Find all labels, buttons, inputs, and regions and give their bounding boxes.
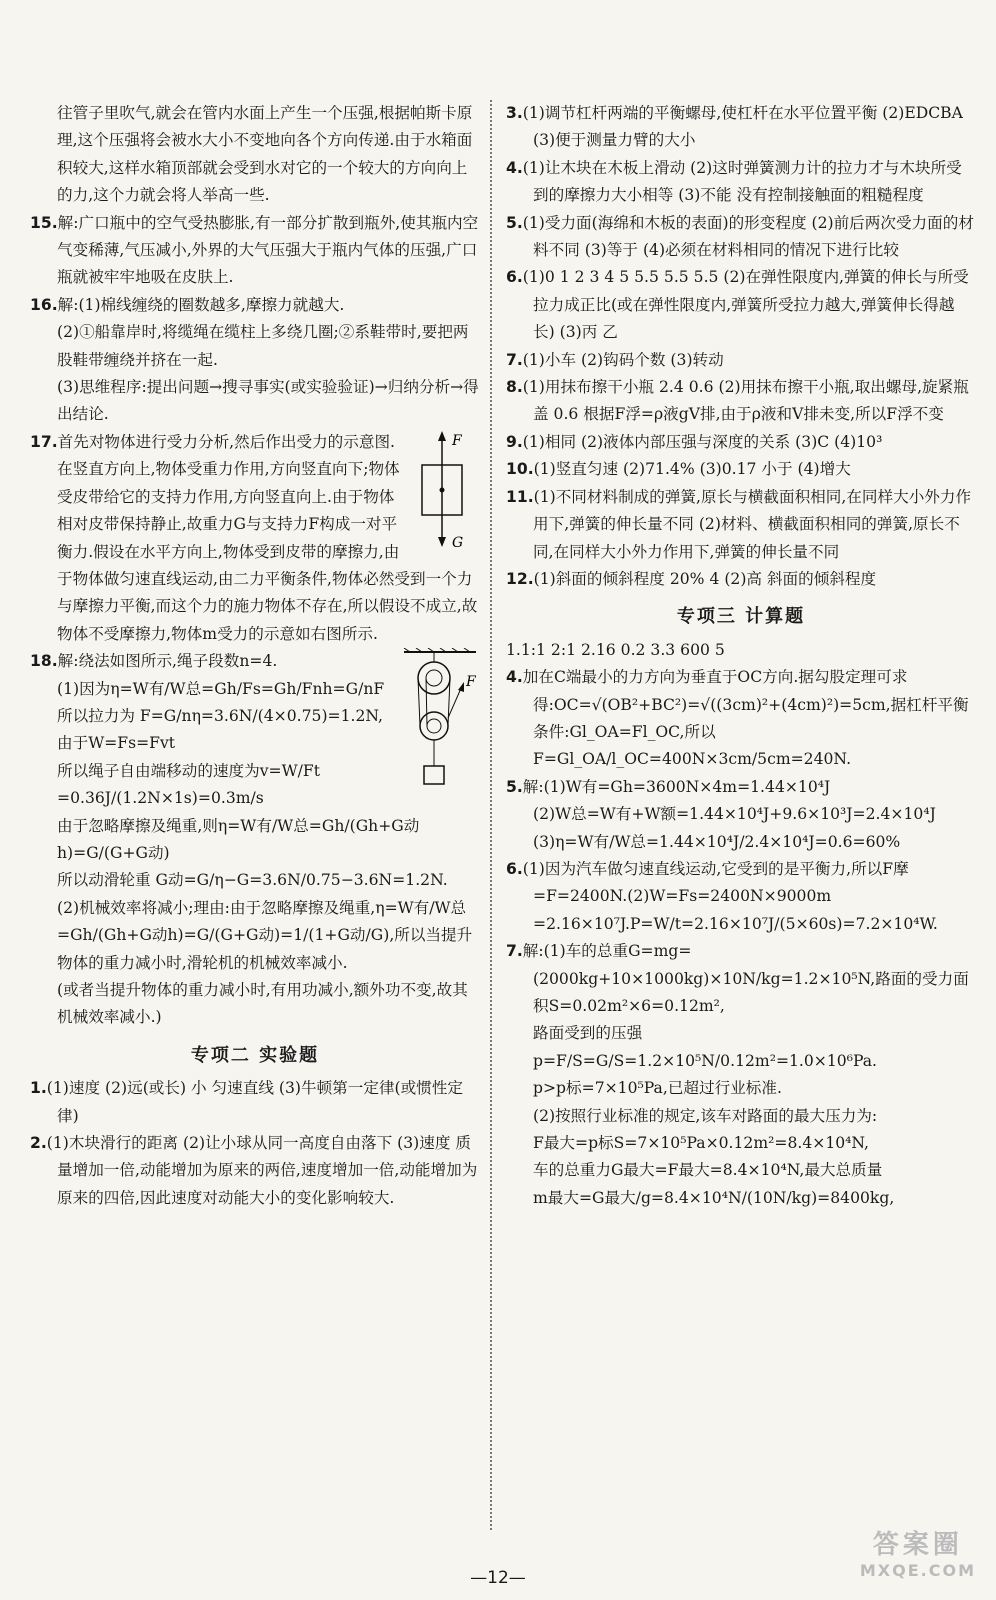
q14-continuation: 往管子里吹气,就会在管内水面上产生一个压强,根据帕斯卡原理,这个压强将会被水大小不变地向各个方向传递.由于水箱面积较大,这样水箱顶部就会受到水对它的一个较大的方向向上的力,这个力就会将人举高一些. <box>57 104 473 205</box>
section-two-title: 专项二 实验题 <box>190 1044 320 1066</box>
q17: F G 17.首先对物体进行受力分析,然后作出受力的示意图.在竖直方向上,物体受重力作用,方向竖直向下;物体受皮带给它的支持力作用,方向竖直向上.由于物体相对皮带保持静止,故重力G与支持力F构成一对平衡力.假设在水平方向上,物体受到皮带的摩擦力,由于物体做匀速直线运动,由二力平衡条件,物体必然受到一个力与摩擦力平衡,而这个力的施力物体不存在,所以假设不成立,故物体不受摩擦力,物体m受力的示意如右图所示. <box>30 429 480 648</box>
s2-q3: 3.(1)调节杠杆两端的平衡螺母,使杠杆在水平位置平衡 (2)EDCBA (3)便于测量力臂的大小 <box>506 104 963 150</box>
pulley-force-label: F <box>466 674 476 691</box>
q18: F 18.解:绕法如图所示,绳子段数n=4. (1)因为η=W有/W总=Gh/Fs=Gh/Fnh=G/nF 所以拉力为 F=G/nη=3.6N/(4×0.75)=1.2N,由于W=Fs=Fvt 所以绳子自由端移动的速度为v=W/Ft =0.36J/(1.2N×1s)=0.3m/s 由于忽略摩擦及绳重,则η=W有/W总=Gh/(Gh+G动h)=G/(G+G动) 所以动滑轮重 G动=G/η−G=3.6N/0.75−3.6N=1.2N. (2)机械效率将减小;理由:由于忽略摩擦及绳重,η=W有/W总=Gh/(Gh+G动h)=G/(G+G动)=1/(1+G动/G),所以当提升物体的重力减小时,滑轮机的机械效率减小. (或者当提升物体的重力减小时,有用功减小,额外功不变,故其机械效率减小.) <box>30 648 480 1032</box>
page-number: —12— <box>470 1568 526 1588</box>
s2-q7: 7.(1)小车 (2)钩码个数 (3)转动 <box>506 350 724 369</box>
s3-q5: 5.解:(1)W有=Gh=3600N×4m=1.44×10⁴J (2)W总=W有+W额=1.44×10⁴J+9.6×10³J=2.4×10⁴J (3)η=W有/W总=1.44×10⁴J/2.4×10⁴J=0.6=60% <box>506 777 936 851</box>
right-column <box>506 100 976 1212</box>
s2-q11: 11.(1)不同材料制成的弹簧,原长与横截面积相同,在同样大小外力作用下,弹簧的伸长量不同 (2)材料、横截面积相同的弹簧,原长不同,在同样大小外力作用下,弹簧的伸长量不同 <box>506 487 972 561</box>
s2-q12: 12.(1)斜面的倾斜程度 20% 4 (2)高 斜面的倾斜程度 <box>506 569 877 588</box>
s2-q6: 6.(1)0 1 2 3 4 5 5.5 5.5 5.5 (2)在弹性限度内,弹簧的伸长与所受拉力成正比(或在弹性限度内,弹簧所受拉力越大,弹簧伸长得越长) (3)丙 乙 <box>506 268 969 342</box>
left-column <box>30 100 480 1212</box>
force-label-g: G <box>452 534 464 551</box>
site-watermark: 答案圈 MXQE.COM <box>859 1530 976 1580</box>
s2-q9: 9.(1)相同 (2)液体内部压强与深度的关系 (3)C (4)10³ <box>506 432 883 451</box>
q16: 16.解:(1)棉线缠绕的圈数越多,摩擦力就越大. (2)①船靠岸时,将缆绳在缆柱上多绕几圈;②系鞋带时,要把两股鞋带缠绕并挤在一起. (3)思维程序:提出问题→搜寻事实(或实验验证)→归纳分析→得出结论. <box>30 295 479 424</box>
s2-q8: 8.(1)用抹布擦干小瓶 2.4 0.6 (2)用抹布擦干小瓶,取出螺母,旋紧瓶盖 0.6 根据F浮=ρ液gV排,由于ρ液和V排未变,所以F浮不变 <box>506 378 969 424</box>
s3-q7: 7.解:(1)车的总重G=mg=(2000kg+10×1000kg)×10N/kg=1.2×10⁵N,路面的受力面积S=0.02m²×6=0.12m², 路面受到的压强 p=F/S=G/S=1.2×10⁵N/0.12m²=1.0×10⁶Pa. p>p标=7×10⁵Pa,已超过行业标准. (2)按照行业标准的规定,该车对路面的最大压力为: F最大=p标S=7×10⁵Pa×0.12m²=8.4×10⁴N, 车的总重力G最大=F最大=8.4×10⁴N,最大总质量 m最大=G最大/g=8.4×10⁴N/(10N/kg)=8400kg, <box>506 942 969 1207</box>
s3-q6: 6.(1)因为汽车做匀速直线运动,它受到的是平衡力,所以F摩=F=2400N.(2)W=Fs=2400N×9000m =2.16×10⁷J.P=W/t=2.16×10⁷J/(5×60s)=7.2×10⁴W. <box>506 859 938 933</box>
s2-q2: 2.(1)木块滑行的距离 (2)让小球从同一高度自由落下 (3)速度 质量增加一倍,动能增加为原来的两倍,速度增加一倍,动能增加为原来的四倍,因此速度对动能大小的变化影响较大. <box>30 1134 478 1207</box>
force-diagram <box>416 429 480 553</box>
force-label-f: F <box>452 432 462 449</box>
pulley-diagram <box>400 648 480 798</box>
s2-q1: 1.(1)速度 (2)远(或长) 小 匀速直线 (3)牛顿第一定律(或惯性定律) <box>30 1079 464 1125</box>
s2-q10: 10.(1)竖直匀速 (2)71.4% (3)0.17 小于 (4)增大 <box>506 460 851 479</box>
s2-q4: 4.(1)让木块在木板上滑动 (2)这时弹簧测力计的拉力才与木块所受到的摩擦力大小相等 (3)不能 没有控制接触面的粗糙程度 <box>506 158 962 205</box>
s2-q5: 5.(1)受力面(海绵和木板的表面)的形变程度 (2)前后两次受力面的材料不同 (3)等于 (4)必须在材料相同的情况下进行比较 <box>506 213 974 260</box>
column-divider <box>490 100 492 1530</box>
s3-q1-3: 1.1:1 2:1 2.16 0.2 3.3 600 5 <box>506 640 725 659</box>
s3-q4: 4.加在C端最小的力方向为垂直于OC方向.据勾股定理可求得:OC=√(OB²+BC²)=√((3cm)²+(4cm)²)=5cm,据杠杆平衡条件:Gl_OA=Fl_OC,所以F=Gl_OA/l_OC=400N×3cm/5cm=240N. <box>506 668 969 769</box>
section-three-title: 专项三 计算题 <box>676 606 806 628</box>
q15: 15.解:广口瓶中的空气受热膨胀,有一部分扩散到瓶外,使其瓶内空气变稀薄,气压减小,外界的大气压强大于瓶内气体的压强,广口瓶就被牢牢地吸在皮肤上. <box>30 213 479 287</box>
